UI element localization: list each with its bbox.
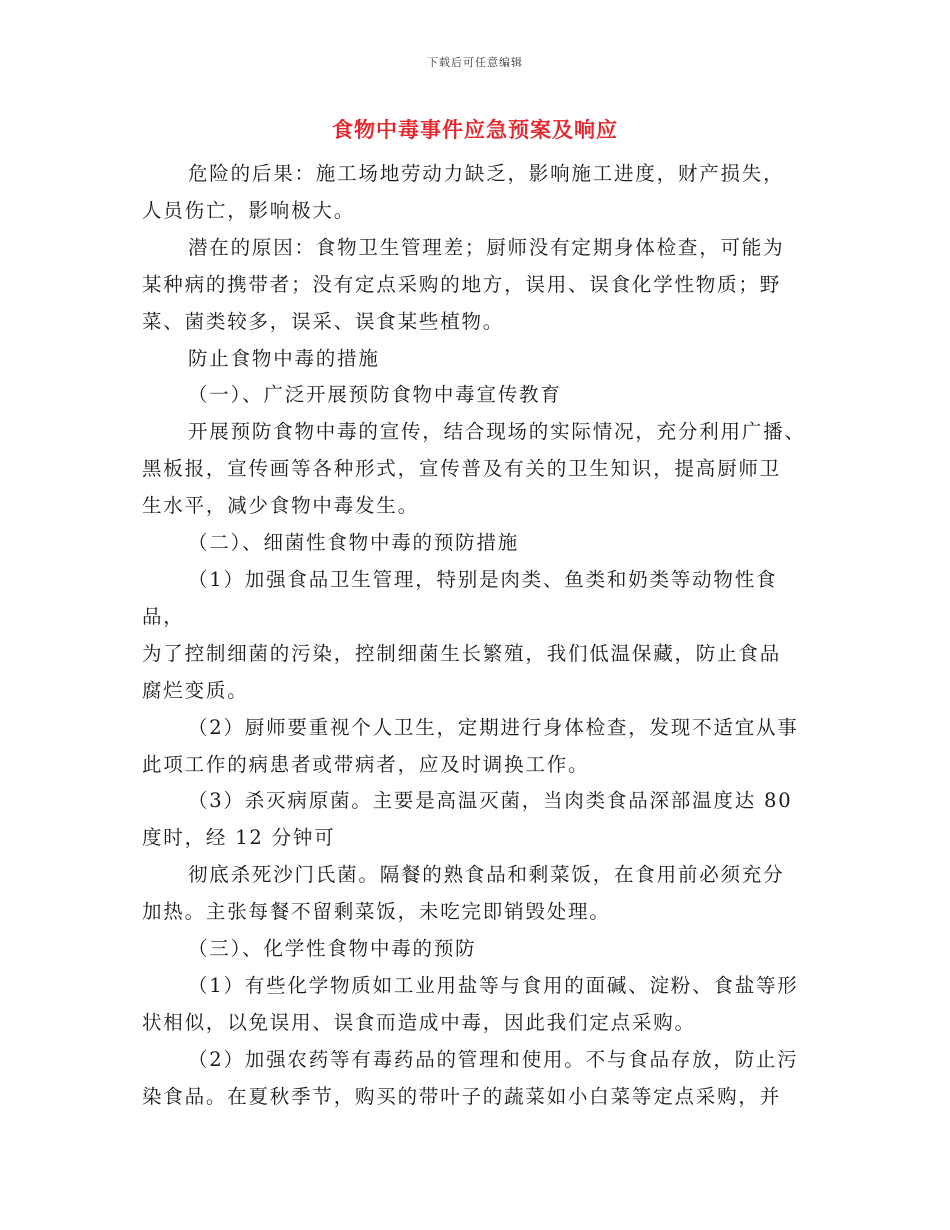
text-line: 危险的后果：施工场地劳动力缺乏，影响施工进度，财产损失， <box>188 162 785 185</box>
paragraph-item-2 <box>142 710 808 784</box>
paragraph-education <box>142 414 808 525</box>
paragraph-chem-item-1 <box>142 968 808 1042</box>
subsection-heading-1 <box>142 377 808 414</box>
text-line: （2）加强农药等有毒药品的管理和使用。不与食品存放，防止污 <box>188 1047 799 1071</box>
text-line: （一）、广泛开展预防食物中毒宣传教育 <box>188 383 562 407</box>
document-title: 食物中毒事件应急预案及响应 <box>332 117 618 142</box>
text-line: 腐烂变质。 <box>142 678 249 702</box>
text-line: 开展预防食物中毒的宣传，结合现场的实际情况，充分利用广播、 <box>188 420 806 444</box>
text-line: （3）杀灭病原菌。主要是高温灭菌，当肉类食品深部温度达 80 <box>188 789 793 813</box>
paragraph-item-3 <box>142 783 808 857</box>
text-line: 防止食物中毒的措施 <box>188 346 380 370</box>
text-line: 加热。主张每餐不留剩菜饭，未吃完即销毁处理。 <box>142 900 611 924</box>
text-line: 状相似，以免误用、误食而造成中毒，因此我们定点采购。 <box>142 1010 696 1034</box>
text-line: （2）厨师要重视个人卫生，定期进行身体检查，发现不适宜从事 <box>188 715 799 739</box>
section-heading-measures <box>142 341 808 378</box>
text-line: （1）加强食品卫生管理，特别是肉类、鱼类和奶类等动物性食品， <box>142 567 778 628</box>
text-line: 黑板报，宣传画等各种形式，宣传普及有关的卫生知识，提高厨师卫 <box>142 457 782 481</box>
subsection-heading-2 <box>142 525 808 562</box>
subsection-heading-3 <box>142 931 808 968</box>
text-line: 为了控制细菌的污染，控制细菌生长繁殖，我们低温保藏，防止食品 <box>142 641 782 665</box>
text-line: 生水平，减少食物中毒发生。 <box>142 494 419 518</box>
text-line: 人员伤亡，影响极大。 <box>142 198 356 222</box>
text-line: 彻底杀死沙门氏菌。隔餐的熟食品和剩菜饭，在食用前必须充分 <box>188 863 785 887</box>
paragraph-item-1 <box>142 562 808 710</box>
text-line: （三）、化学性食物中毒的预防 <box>188 937 477 961</box>
header-note: 下载后可任意编辑 <box>427 56 523 69</box>
paragraph-consequences <box>142 156 808 230</box>
document-body <box>142 156 808 1116</box>
text-line: 潜在的原因：食物卫生管理差；厨师没有定期身体检查，可能为 <box>188 235 785 259</box>
text-line: 菜、菌类较多，误采、误食某些植物。 <box>142 309 505 333</box>
text-line: 染食品。在夏秋季节，购买的带叶子的蔬菜如小白菜等定点采购，并 <box>142 1084 782 1108</box>
text-line: （二）、细菌性食物中毒的预防措施 <box>188 531 520 555</box>
text-line: 此项工作的病患者或带病者，应及时调换工作。 <box>142 752 590 776</box>
text-line: 某种病的携带者；没有定点采购的地方，误用、误食化学性物质；野 <box>142 272 782 296</box>
text-line: （1）有些化学物质如工业用盐等与食用的面碱、淀粉、食盐等形 <box>188 973 799 997</box>
text-line: 度时，经 12 分钟可 <box>142 826 336 850</box>
paragraph-chem-item-2 <box>142 1042 808 1116</box>
paragraph-item-3-continued <box>142 857 808 931</box>
paragraph-causes <box>142 230 808 341</box>
